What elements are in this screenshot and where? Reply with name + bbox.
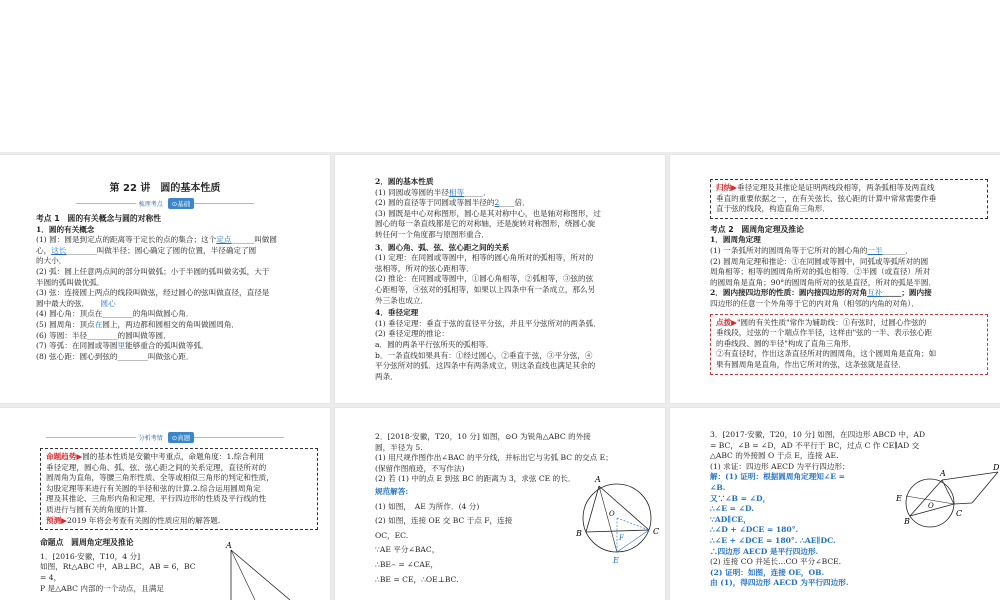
text-line: 理及其推论、三角形内角和定理、平行四边形的性质及平行线的性 [46,494,267,504]
text-line: (2) 若 (1) 中的点 E 到弦 BC 的距离为 3，求弦 CE 的长． [375,474,576,484]
text-line: (1) 如图， AE 为所作．(4 分) [375,501,480,511]
text-line: (8) 弦心距：圆心到弦的________叫做弦心距． [36,351,194,361]
text-line: (1) 圆：圆是到定点的距离等于定长的点的集合；这个定点______叫做圆 [36,235,277,245]
answer-fill: 2 [494,198,500,208]
note-tag: 归纳▶ [716,183,738,192]
kp2-heading: 考点 2 圆周角定理及推论 [710,224,804,234]
circle-triangle-figure [573,468,663,568]
solution-line: ∴∠E + ∠DCE = 180°. ∴AE∥DC. [710,535,836,545]
vertex-label-b: B [576,529,582,538]
prediction-tag: 预测▶ [46,515,68,525]
text-line: 垂径定理，圆心角、弧、弦、弦心距之间的关系定理，直径所对的 [46,462,267,472]
text-line: (保留作图痕迹，不写作法) [375,463,465,473]
text-line: 平分弦所对的弧．这四条中有两条成立，则这条直线也满足其余的 [375,361,596,371]
solution-line: 解：(1) 证明：根据圆周角定理知∠E = [710,472,845,482]
sub-heading: 1．圆周角定理 [710,235,761,245]
answer-fill: 这长 [51,245,67,255]
vertex-label-e: E [613,556,619,565]
quadrilateral-circle-figure [880,458,1000,528]
solution-line: 又∵∠B = ∠D， [710,493,771,503]
text-line: 直于弦的线段，构造直角三角形． [716,204,830,214]
solution-heading: 规范解答: [375,486,409,496]
text-line: 周角相等；相等的圆周角所对的弧也相等．②半圆（或直径）所对 [710,267,931,277]
trend-box [40,448,318,530]
text-line: 2．圆内接四边形的性质：圆内接四边形的对角互补_____；圆内接 [710,288,932,298]
text-line: 归纳▶垂径定理及其推论是证明两线段相等，两条弧相等及两直线 [716,183,935,192]
slide-2[interactable] [335,155,665,403]
text-line: 圆心的每一条直线都是它的对称轴，还是旋转对称图形，绕圆心旋 [375,219,596,229]
text-line: (1) 用尺规作图作出∠BAC 的平分线，并标出它与劣弧 BC 的交点 E； [375,453,613,463]
text-line: (1) 垂径定理：垂直于弦的直径平分弦，并且平分弦所对的两条弧． [375,318,601,328]
text-line: 质进行与圆有关的角度的计算. [46,504,148,514]
text-line: 圆周角为直角，等腰三角形性质、全等或相似三角形的判定和性质， [46,473,274,483]
text-line: 命题趋势▶圆的基本性质是安徽中考重点，命题角度：1.综合利用 [46,452,265,461]
text-line: (1) 一条弧所对的圆周角等于它所对的圆心角的一半______． [710,245,914,255]
tip-box [710,314,988,375]
text-line: 2．[2018·安徽，T20，10 分] 如图，⊙O 为锐角△ABC 的外接 [375,432,591,441]
text-line: P 是△ABC 内部的一个动点，且满足 [40,583,164,593]
slide-2-body [335,155,665,382]
text-line: (2) 圆的直径等于同圆或等圆半径的2____倍． [375,198,530,208]
text-line: 圆中最大的弦． 圆心 [36,298,116,308]
answer-fill: 相等 [448,187,465,197]
text-line: 转任何一个角度都与原图形重合． [375,229,489,239]
text-line: (2) 垂径定理的推论： [375,329,449,339]
slide-1[interactable] [0,155,330,403]
solution-line: ∴∠E = ∠D. [710,504,754,514]
text-line: (2) 如图，连接 OE 交 BC 于点 F，连接 [375,516,513,526]
vertex-label-d: D [993,463,1000,472]
banner-badge: ⊙真题 [168,432,194,443]
summary-note-box [710,179,988,219]
sub-heading: 4．垂径定理 [375,308,419,318]
text-line: (1) 定理：在同圆或等圆中，相等的圆心角所对的弧相等，所对的 [375,253,594,263]
text-line: 预测▶2019 年将会考查有关圆的性质应用的解答题. [46,515,221,525]
text-line: 勾股定理等来进行有关圆的半径和弦的计算.2.综合运用圆周角定 [46,483,261,493]
slide-6[interactable] [670,408,1000,600]
answer-fill: 圆心 [100,298,116,308]
text-line: 果有圆周角是直角，作出它所对的弦，这条弦就是直径． [716,359,906,369]
answer-fill: 互补 [867,288,883,298]
slide-4[interactable] [0,408,330,600]
banner-right-line [194,437,284,438]
text-line: 圆，半径为 5. [375,442,423,452]
blank-top-area [0,0,1000,152]
solution-line: 由 (1)，得四边形 AECD 为平行四边形. [710,578,849,588]
text-line: 半圆的弧叫做优弧． [36,277,105,287]
text-line: 的大小． [36,256,67,266]
slide-1-body [0,208,330,362]
tip-tag: 点拨▶ [716,317,738,327]
lecture-title: 第 22 讲 圆的基本性质 [109,183,221,194]
banner-left-line [46,437,136,438]
text-line: 点拨▶"圆的有关性质"常作为辅助线：①有弦时，过圆心作弦的 [716,317,927,327]
vertex-label-e: E [896,494,902,503]
sub-heading: 1．圆的有关概念 [36,224,95,234]
banner-label: 分析考情 [138,434,163,442]
text-line: 3．[2017·安徽，T20，10 分] 如图，在四边形 ABCD 中，AD [710,430,926,439]
text-line: 1．[2016·安徽，T10，4 分] [40,551,141,561]
text-line: (2) 弧：圆上任意两点间的部分叫做弧；小于半圆的弧叫做劣弧，大于 [36,266,270,276]
text-line: (2) 连接 CO 并延长…CO 平分∠BCE. [710,557,842,567]
kp1-heading: 考点 1 圆的有关概念与圆的对称性 [36,214,162,223]
vertex-label-f: F [619,534,624,542]
banner-right-line [194,203,254,204]
banner-label: 梳理考点 [138,200,163,208]
slide-5[interactable] [335,408,665,600]
text-line: ∴BE⌢ = ∠CAE， [375,559,438,569]
answer-fill: 定点 [216,235,232,245]
text-line: (5) 圆周角：顶点在圆上，两边都和圆相交的角叫做圆周角． [36,319,240,329]
text-line: (6) 等圆：半径________的圆叫做等圆． [36,330,171,340]
text-line: = BC，∠B = ∠D，AD 不平行于 BC，过点 C 作 CE∥AD 交 [710,440,920,450]
text-line: 垂直的重要依据之一，在有关弦长、弦心距的计算中常常需要作垂 [716,193,937,203]
vertex-label-b: B [904,517,910,526]
solution-line: ∴∠D + ∠DCE = 180°. [710,525,799,535]
text-line: 外三条也成立． [375,295,429,305]
text-line: △ABC 的外接圆 O 于点 E，连接 AE. [710,451,839,461]
banner-badge: ⊙基础 [168,198,194,209]
section-banner [0,432,330,442]
solution-line: ∴四边形 AECD 是平行四边形. [710,546,819,556]
trend-tag: 命题趋势▶ [46,452,83,461]
triangle-figure [205,540,295,600]
vertex-label-a: A [940,469,946,478]
text-line: ②有直径时，作出这条直径所对的圆周角，这个圆周角是直角；如 [716,349,937,359]
answer-fill: 里 [117,341,126,351]
text-line: 心，这长________叫做半径；圆心确定了圆的位置，半径确定了圆 [36,245,257,255]
solution-line: ∵AD∥CE， [710,514,751,524]
answer-fill: 一半 [867,245,883,255]
vertex-label-o: O [928,502,934,510]
answer-fill: 在 [94,319,103,329]
text-line: 的垂线段、圆的半径"构成了直角三角形． [716,338,857,348]
text-line: (7) 等弧：在同圆或等圆里能够重合的弧叫做等弧． [36,341,209,351]
text-line: (3) 弦：连接圆上两点的线段叫做弦，经过圆心的弦叫做直径，直径是 [36,288,270,298]
vertex-label-a: A [595,475,601,484]
slide-3[interactable] [670,155,1000,403]
text-line: (4) 圆心角：顶点在________的角叫做圆心角． [36,309,194,319]
vertex-label-c: C [653,527,660,536]
text-line: 的圆周角是直角；90°的圆周角所对的弦是直径，所对的弧是半圆． [710,277,937,287]
banner-left-line [76,203,136,204]
text-line: = 4， [40,572,62,582]
text-line: 心距相等，④弦对的弧相等，如果以上四条中有一条成立，那么另 [375,284,596,294]
text-line: (3) 圆既是中心对称图形，圆心是其对称中心，也是轴对称图形，过 [375,208,601,218]
text-line: b．一条直线如果具有：①经过圆心，②垂直于弦，③平分弦，④ [375,350,593,360]
text-line: 如图，Rt△ABC 中，AB⊥BC，AB = 6，BC [40,562,196,572]
text-line: 垂线段，过弦的一个端点作半径，这样由"弦的一半、表示弦心距 [716,328,933,338]
text-line: (1) 同圆或等圆的半径相等_____． [375,187,491,197]
text-line: OC，EC. [375,530,409,540]
solution-line: (2) 证明：如图，连接 OE，OB. [710,567,825,577]
text-line: ∵AE 平分∠BAC， [375,545,440,555]
text-line: ∴BE = CE，∴OE⊥BC. [375,574,459,584]
slide-3-body [670,155,1000,375]
topic-heading: 命题点 圆周角定理及推论 [40,538,134,548]
text-line: a．圆的两条平行弦所夹的弧相等． [375,339,494,349]
text-line: (2) 圆周角定理和推论：①在同圆或等圆中，同弧或等弧所对的圆 [710,256,929,266]
vertex-label-a: A [226,541,232,550]
text-line: 弦相等，所对的弦心距相等． [375,263,474,273]
vertex-label-c: C [956,509,963,518]
text-line: 两条． [375,371,398,381]
section-banner [0,198,330,208]
vertex-label-o: O [609,510,615,518]
text-line: (1) 求证：四边形 AECD 为平行四边形； [710,461,850,471]
sub-heading: 2．圆的基本性质 [375,177,434,186]
text-line: (2) 推论：在同圆或等圆中，①圆心角相等，②弧相等，③弦的弦 [375,274,594,284]
solution-line: ∠B. [710,482,726,492]
sub-heading: 3．圆心角、弧、弦、弦心距之间的关系 [375,242,510,252]
text-line: 四边形的任意一个外角等于它的内对角（相邻的内角的对角）． [710,298,919,308]
